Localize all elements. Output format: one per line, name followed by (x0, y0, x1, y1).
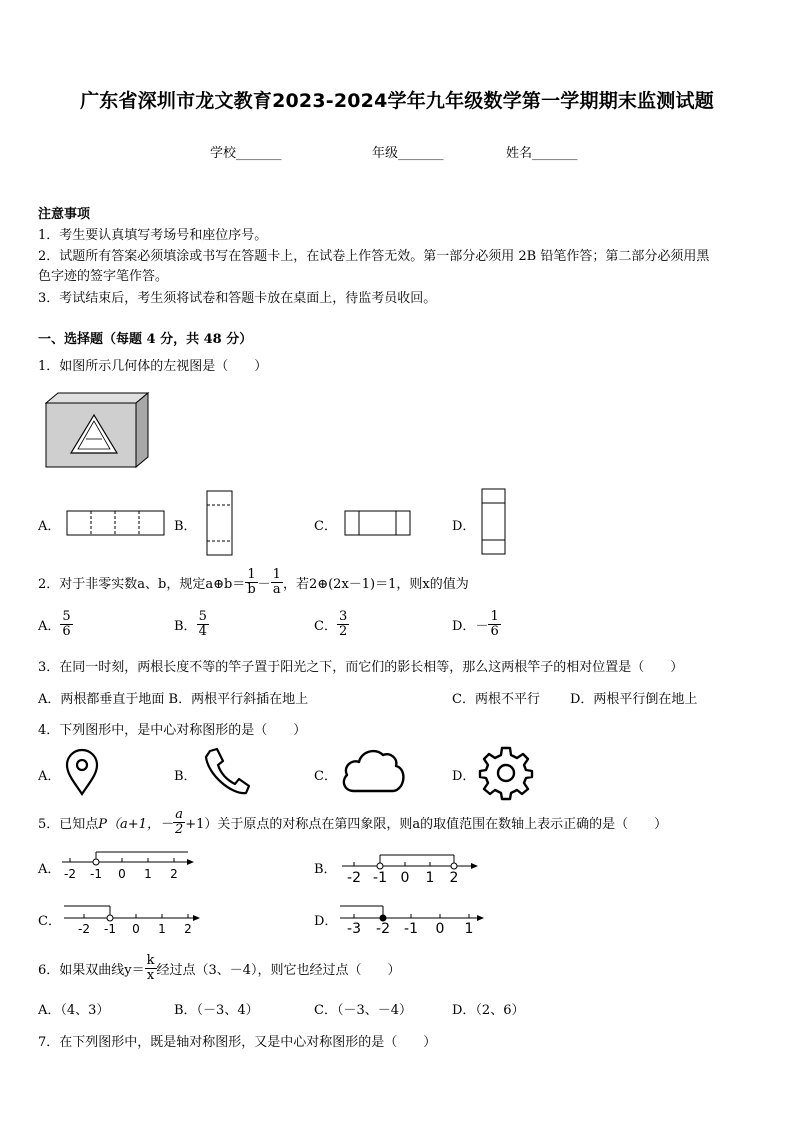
tick-label: 2 (170, 867, 178, 881)
q4-option-c-label: C． (314, 769, 337, 784)
q2-frac1-den: b (247, 582, 256, 597)
tick-label: -1 (104, 922, 116, 936)
q1-option-a-figure (66, 510, 166, 536)
q2-frac1-num: 1 (247, 567, 256, 582)
q5-stem-end: +1）关于原点的对称点在第四象限，则a的取值范围在数轴上表示正确的是（ ） (185, 817, 668, 832)
phone-icon (202, 747, 250, 797)
school-field: 学校_______ (210, 146, 282, 161)
page-title: 广东省深圳市龙文教育2023-2024学年九年级数学第一学期期末监测试题 (80, 90, 714, 112)
q6-stem-start: 6．如果双曲线y＝ (38, 963, 145, 978)
frac-den: 6 (490, 624, 499, 639)
tick-label: -1 (373, 870, 387, 886)
question-5-stem (38, 808, 667, 837)
frac-num: 1 (490, 609, 499, 624)
name-field: 姓名_______ (506, 146, 578, 161)
tick-label: 1 (144, 867, 152, 881)
q2-fraction-1 (245, 568, 257, 597)
q2-option-fraction (197, 610, 209, 639)
q5-number-line-d (338, 902, 490, 936)
grade-field: 年级_______ (372, 146, 444, 161)
q6-option-a: A．（4、3） (38, 1003, 110, 1018)
tick-label: -1 (90, 867, 102, 881)
q5-option-c-label: C． (38, 914, 61, 929)
q2-frac2-num: 1 (272, 567, 281, 582)
question-7-stem: 7．在下列图形中，既是轴对称图形，又是中心对称图形的是（ ） (38, 1035, 437, 1050)
q2-option-label: A． (38, 619, 61, 634)
frac-den: 6 (62, 624, 71, 639)
q5-stem-start: 5．已知点 (38, 817, 99, 832)
q5-number-line-c (62, 902, 206, 936)
tick-label: -2 (78, 922, 90, 936)
q1-option-b-figure (206, 490, 234, 556)
q1-option-c-label: C． (314, 519, 337, 534)
tick-label: 2 (449, 870, 459, 886)
q3-option-c: C．两根不平行 (452, 692, 540, 707)
notice-item: 3．考试结束后，考生须将试卷和答题卡放在桌面上，待监考员收回。 (38, 291, 437, 306)
tick-label: 1 (425, 870, 435, 886)
q1-option-b-label: B． (174, 519, 197, 534)
q6-fraction (145, 954, 157, 983)
cloud-icon (340, 747, 406, 793)
q5-option-b-label: B． (314, 862, 337, 877)
frac-num: 5 (198, 609, 207, 624)
q2-option-fraction (488, 610, 500, 639)
q5-frac-den: 2 (174, 822, 184, 837)
q2-option-label: C． (314, 619, 337, 634)
tick-label: -1 (404, 921, 418, 937)
tick-label: -2 (376, 921, 390, 937)
frac-den: 4 (198, 624, 207, 639)
q3-option-d: D．两根平行倒在地上 (570, 692, 698, 707)
gear-icon (478, 745, 534, 801)
tick-label: 1 (158, 922, 166, 936)
q6-option-d: D．（2、6） (452, 1003, 525, 1018)
q5-option-d-label: D． (314, 914, 338, 929)
tick-label: -2 (347, 870, 361, 886)
notice-item: 2．试题所有答案必须填涂或书写在答题卡上，在试卷上作答无效。第一部分必须用 2B 铅笔作答；第二部分必须用黑 (38, 249, 710, 264)
q5-option-a-label: A． (38, 862, 61, 877)
q5-number-line-b (340, 852, 484, 886)
q2-option-fraction (337, 610, 349, 639)
question-4-stem: 4．下列图形中，是中心对称图形的是（ ） (38, 723, 307, 738)
location-pin-icon (64, 748, 100, 796)
q2-option-a (38, 610, 73, 639)
tick-label: -2 (64, 867, 76, 881)
notice-heading: 注意事项 (38, 207, 91, 222)
q4-option-b-label: B． (174, 769, 197, 784)
q5-fraction (173, 808, 185, 837)
frac-num: 5 (62, 609, 71, 624)
q1-option-d-figure (481, 488, 507, 556)
q6-option-b: B．（－3、4） (174, 1003, 259, 1018)
tick-label: 1 (464, 921, 474, 937)
q2-option-c (314, 610, 349, 639)
tick-label: 0 (132, 922, 140, 936)
tick-label: -3 (347, 921, 361, 937)
q6-frac-den: x (146, 968, 155, 983)
q6-stem-end: 经过点（3、－4），则它也经过点（ ） (156, 963, 401, 978)
q5-point: P（a+1，－ (98, 817, 173, 832)
q1-option-c-figure (344, 510, 412, 536)
frac-num: 3 (338, 609, 348, 624)
frac-den: 2 (338, 624, 348, 639)
q5-number-line-a (60, 850, 200, 882)
q2-option-label: B． (174, 619, 197, 634)
tick-label: 0 (400, 870, 410, 886)
q4-option-d-label: D． (452, 769, 476, 784)
q2-option-sign: － (475, 619, 489, 634)
q6-option-c: C．（－3、－4） (314, 1003, 412, 1018)
section-heading: 一、选择题（每题 4 分，共 48 分） (38, 332, 253, 347)
q2-option-b (174, 610, 209, 639)
notice-item: 色字迹的签字笔作答。 (38, 269, 169, 284)
question-3-stem: 3．在同一时刻，两根长度不等的竿子置于阳光之下，而它们的影长相等，那么这两根竿子的相对位置是（ ） (38, 660, 684, 675)
solid-figure (46, 393, 150, 469)
q2-stem-end: ，若2⊕(2x－1)＝1，则x的值为 (282, 577, 469, 592)
q2-fraction-2 (271, 568, 283, 597)
q5-frac-num: a (175, 807, 183, 822)
q1-option-a-label: A． (38, 519, 61, 534)
tick-label: 0 (435, 921, 445, 937)
tick-label: 0 (118, 867, 126, 881)
tick-label: 2 (184, 922, 192, 936)
q2-minus: － (257, 577, 271, 592)
q2-frac2-den: a (272, 582, 281, 597)
q2-option-d (452, 610, 501, 639)
q2-option-label: D． (452, 619, 476, 634)
question-1-stem: 1．如图所示几何体的左视图是（ ） (38, 359, 268, 374)
q3-options-ab: A．两根都垂直于地面 B．两根平行斜插在地上 (38, 692, 309, 707)
q2-stem-start: 2．对于非零实数a、b，规定a⊕b＝ (38, 577, 246, 592)
q4-option-a-label: A． (38, 769, 61, 784)
question-6-stem (38, 954, 401, 983)
q2-option-fraction (60, 610, 72, 639)
q1-option-d-label: D． (452, 519, 476, 534)
question-2-stem (38, 568, 469, 597)
q6-frac-num: k (146, 953, 155, 968)
notice-item: 1．考生要认真填写考场号和座位序号。 (38, 228, 268, 243)
